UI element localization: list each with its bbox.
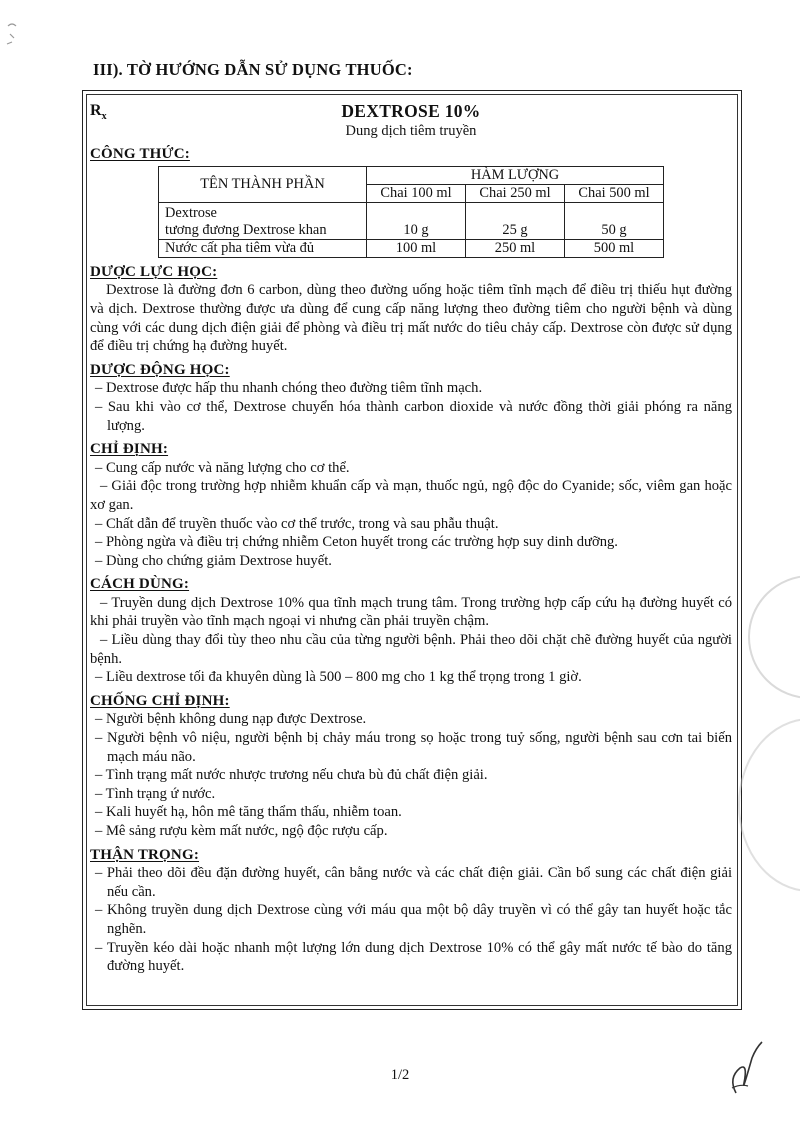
list-item: – Cung cấp nước và năng lượng cho cơ thể.: [95, 459, 350, 476]
table-row: [159, 202, 664, 239]
amount-cell: 10 g: [367, 202, 466, 239]
usage-heading: CÁCH DÙNG:: [90, 576, 190, 593]
formula-heading: CÔNG THỨC:: [90, 146, 190, 163]
list-item: – Dùng cho chứng giảm Dextrose huyết.: [95, 552, 332, 569]
contraindications-heading: CHỐNG CHỈ ĐỊNH:: [90, 692, 230, 709]
col-content-header: HÀM LƯỢNG: [367, 166, 664, 184]
list-item: – Truyền dung dịch Dextrose 10% qua tĩnh mạch trung tâm. Trong trường hợp cấp cứu hạ đường huyết có khi phải truyền vào tĩnh mạch ngoại vi nhưng cần phải truyền chậm.: [90, 594, 732, 630]
amount-cell: 50 g: [565, 202, 664, 239]
list-item: – Kali huyết hạ, hôn mê tăng thẩm thấu, nhiễm toan.: [95, 804, 402, 821]
list-item: – Tình trạng mất nước nhược trương nếu chưa bù đủ chất điện giải.: [95, 767, 488, 784]
amount-cell: 100 ml: [367, 239, 466, 257]
list-item: – Phải theo dõi đều đặn đường huyết, cân bằng nước và các chất điện giải. Cần bổ sung các chất điện giải nếu cần.: [95, 865, 732, 900]
list-item: – Người bệnh vô niệu, người bệnh bị chảy máu trong sọ hoặc trong tuỷ sống, người bệnh sau cơn tai biến mạch máu não.: [95, 730, 732, 765]
drug-title: DEXTROSE 10%: [341, 101, 481, 121]
section-heading: III). TỜ HƯỚNG DẪN SỬ DỤNG THUỐC:: [93, 60, 413, 79]
bottle-header: Chai 250 ml: [466, 184, 565, 202]
leaflet-content: [90, 96, 732, 976]
pharmacodynamics-heading: DƯỢC LỰC HỌC:: [90, 263, 218, 280]
stamp-icon: [748, 575, 800, 699]
ingredient-cell: Nước cất pha tiêm vừa đủ: [159, 239, 367, 257]
formula-table: [158, 166, 664, 258]
list-item: – Không truyền dung dịch Dextrose cùng với máu qua một bộ dây truyền vì có thể gây tan huyết hoặc tắc nghẽn.: [95, 902, 732, 937]
list-item: – Giải độc trong trường hợp nhiễm khuẩn cấp và mạn, thuốc ngủ, ngộ độc do Cyanide; sốc, viêm gan hoặc xơ gan.: [90, 478, 732, 513]
list-item: – Sau khi vào cơ thể, Dextrose chuyển hóa thành carbon dioxide và nước đồng thời giải phóng ra năng lượng.: [95, 398, 732, 434]
indications-heading: CHỈ ĐỊNH:: [90, 441, 169, 458]
list-item: – Mê sảng rượu kèm mất nước, ngộ độc rượu cấp.: [95, 823, 388, 839]
table-row: [159, 239, 664, 257]
amount-cell: 250 ml: [466, 239, 565, 257]
bottle-header: Chai 100 ml: [367, 184, 466, 202]
pharmacodynamics-text: Dextrose là đường đơn 6 carbon, dùng theo đường uống hoặc tiêm tĩnh mạch để điều trị thiếu hụt đường và dịch. Dextrose thường được ưa dùng để cung cấp năng lượng theo đường tiêm cho người bệnh và dùng cùng với các dung dịch điện giải để phòng và điều trị mất nước do tiêu chảy cấp. Dextrose còn được sử dụng để điều trị chứng hạ đường huyết.: [90, 282, 732, 355]
list-item: – Phòng ngừa và điều trị chứng nhiễm Ceton huyết trong các trường hợp suy dinh dưỡng.: [95, 534, 618, 551]
list-item: – Tình trạng ứ nước.: [95, 785, 216, 802]
list-item: – Liều dùng thay đổi tùy theo nhu cầu của từng người bệnh. Phải theo dõi chặt chẽ đường huyết của người bệnh.: [90, 632, 732, 667]
scan-artifact-icon: [4, 20, 34, 55]
drug-subtitle: Dung dịch tiêm truyền: [345, 122, 477, 139]
list-item: – Truyền kéo dài hoặc nhanh một lượng lớn dung dịch Dextrose 10% có thể gây mất nước tế bào do tăng đường huyết.: [95, 939, 732, 975]
list-item: – Liều dextrose tối đa khuyên dùng là 500 – 800 mg cho 1 kg thể trọng trong 1 giờ.: [95, 669, 582, 686]
amount-cell: 500 ml: [565, 239, 664, 257]
bottle-header: Chai 500 ml: [565, 184, 664, 202]
list-item: – Dextrose được hấp thu nhanh chóng theo đường tiêm tĩnh mạch.: [95, 380, 483, 397]
precautions-heading: THẬN TRỌNG:: [90, 846, 200, 863]
seal-icon: [738, 718, 800, 892]
ingredient-cell: Dextrose tương đương Dextrose khan: [159, 202, 367, 239]
pharmacokinetics-heading: DƯỢC ĐỘNG HỌC:: [90, 361, 230, 378]
list-item: – Người bệnh không dung nạp được Dextrose.: [95, 711, 367, 728]
list-item: – Chất dẫn để truyền thuốc vào cơ thể trước, trong và sau phẫu thuật.: [95, 515, 499, 532]
amount-cell: 25 g: [466, 202, 565, 239]
rx-symbol: $R_x$: [90, 102, 107, 123]
page-number: 1/2: [390, 1067, 410, 1083]
col-name-header: TÊN THÀNH PHẦN: [159, 166, 367, 202]
